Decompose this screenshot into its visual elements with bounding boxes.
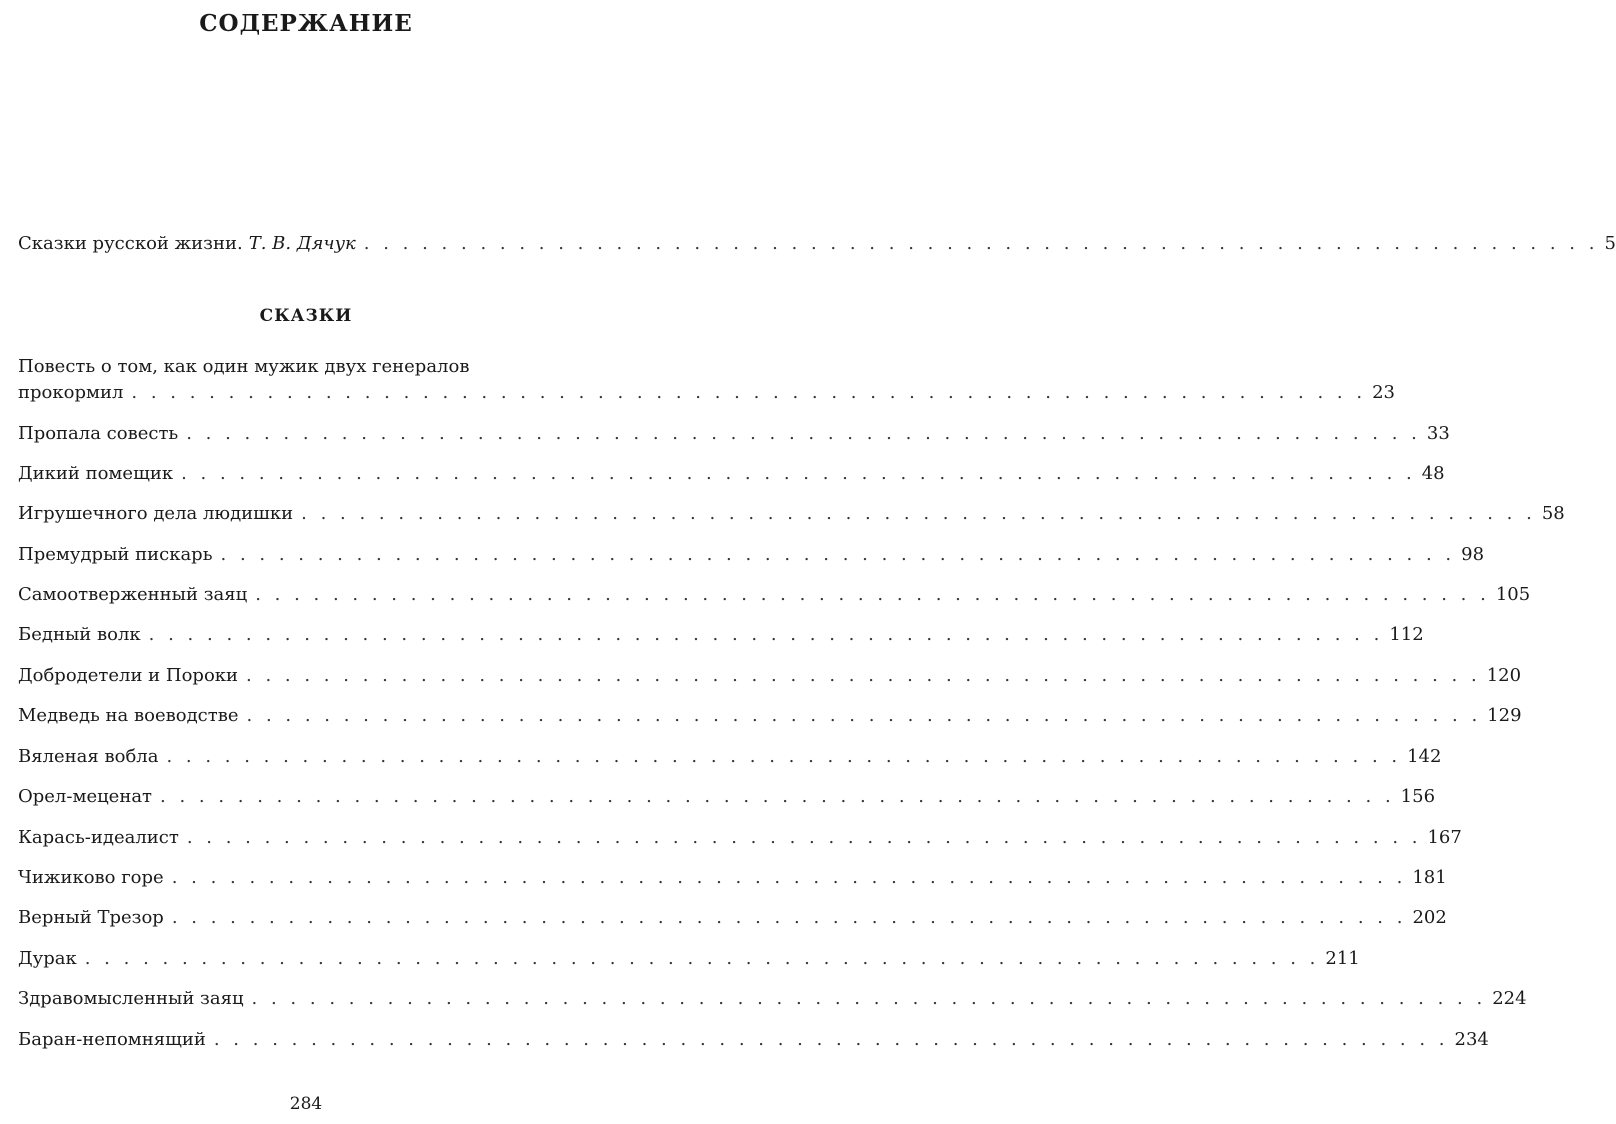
toc-entry[interactable] [18, 784, 1436, 810]
dot-leader: . . . . . . . . . . . . . . . . . . . . . . . . . . . . . . . . . . . . . . . . . . . . . . . . . . . . . . . . . . . . . . . . [246, 705, 1482, 726]
section-title: СКАЗКИ [259, 306, 353, 326]
toc-entry-label: Премудрый пискарь [18, 544, 213, 565]
dot-leader: . . . . . . . . . . . . . . . . . . . . . . . . . . . . . . . . . . . . . . . . . . . . . . . . . . . . . . . . . . . . . . . . [160, 786, 1395, 807]
toc-entry-label: прокормил [18, 382, 124, 403]
dot-leader: . . . . . . . . . . . . . . . . . . . . . . . . . . . . . . . . . . . . . . . . . . . . . . . . . . . . . . . . . . . . . . . . [301, 503, 1536, 524]
toc-entry-label: Пропала совесть [18, 423, 179, 444]
dot-leader: . . . . . . . . . . . . . . . . . . . . . . . . . . . . . . . . . . . . . . . . . . . . . . . . . . . . . . . . . . . . . . . . [186, 827, 1422, 848]
toc-entry-page: 129 [1487, 705, 1522, 726]
toc-entry-label: Медведь на воеводстве [18, 705, 239, 726]
dot-leader: . . . . . . . . . . . . . . . . . . . . . . . . . . . . . . . . . . . . . . . . . . . . . . . . . . . . . . . . . . . . . . . . [171, 867, 1407, 888]
toc-entry[interactable] [18, 582, 1531, 608]
toc-entry-page: 211 [1325, 948, 1360, 969]
toc-entry-page: 120 [1486, 665, 1522, 686]
toc-entry-label: Самоотверженный заяц [18, 584, 248, 605]
toc-entry[interactable] [18, 986, 1527, 1012]
toc-entry-intro[interactable] [18, 231, 1616, 257]
dot-leader: . . . . . . . . . . . . . . . . . . . . . . . . . . . . . . . . . . . . . . . . . . . . . . . . . . . . . . . . . . . . . . . . [171, 907, 1407, 928]
toc-entry-label: Здравомысленный заяц [18, 988, 244, 1009]
toc-entry-page: 142 [1407, 746, 1442, 767]
dot-leader: . . . . . . . . . . . . . . . . . . . . . . . . . . . . . . . . . . . . . . . . . . . . . . . . . . . . . . . . . . . . . . . . [363, 233, 1599, 254]
toc-entry-page: 33 [1426, 423, 1450, 444]
toc-entry-label: Чижиково горе [18, 867, 164, 888]
toc-entry[interactable] [18, 501, 1565, 527]
toc-entry-page: 105 [1495, 584, 1531, 605]
dot-leader: . . . . . . . . . . . . . . . . . . . . . . . . . . . . . . . . . . . . . . . . . . . . . . . . . . . . . . . . . . . . . . . . [84, 948, 1320, 969]
toc-entry-page: 112 [1389, 624, 1424, 645]
toc-entry-page: 234 [1454, 1029, 1489, 1050]
toc-entry-page: 156 [1400, 786, 1436, 807]
toc-entry-page: 202 [1412, 907, 1447, 928]
toc-entry[interactable] [18, 380, 1395, 406]
toc-entry-label: Баран-непомнящий [18, 1029, 206, 1050]
toc-entry-page: 224 [1492, 988, 1527, 1009]
toc-entry-label: Верный Трезор [18, 907, 164, 928]
dot-leader: . . . . . . . . . . . . . . . . . . . . . . . . . . . . . . . . . . . . . . . . . . . . . . . . . . . . . . . . . . . . . . . . [251, 988, 1487, 1009]
dot-leader: . . . . . . . . . . . . . . . . . . . . . . . . . . . . . . . . . . . . . . . . . . . . . . . . . . . . . . . . . . . . . . . . [220, 544, 1456, 565]
toc-entry-page: 98 [1461, 544, 1485, 565]
toc-entry-label: Дурак [18, 948, 77, 969]
toc-entry[interactable] [18, 461, 1445, 487]
toc-entry[interactable] [18, 703, 1522, 729]
toc-entry[interactable] [18, 663, 1522, 689]
toc-entry-page: 5 [1604, 233, 1616, 254]
toc-entry-page: 181 [1412, 867, 1447, 888]
toc-entry-label: Вяленая вобла [18, 746, 159, 767]
toc-entry-page: 48 [1421, 463, 1445, 484]
toc-entry[interactable] [18, 825, 1462, 851]
toc-entry[interactable] [18, 1027, 1489, 1053]
page-number: 284 [289, 1094, 323, 1114]
toc-entry[interactable] [18, 542, 1485, 568]
toc-entry[interactable] [18, 421, 1450, 447]
toc-entry-label: Игрушечного дела людишки [18, 503, 294, 524]
toc-entry[interactable] [18, 946, 1360, 972]
dot-leader: . . . . . . . . . . . . . . . . . . . . . . . . . . . . . . . . . . . . . . . . . . . . . . . . . . . . . . . . . . . . . . . . [166, 746, 1402, 767]
dot-leader: . . . . . . . . . . . . . . . . . . . . . . . . . . . . . . . . . . . . . . . . . . . . . . . . . . . . . . . . . . . . . . . . [255, 584, 1490, 605]
toc-entry-page: 167 [1427, 827, 1462, 848]
toc-entry-page: 23 [1372, 382, 1395, 403]
dot-leader: . . . . . . . . . . . . . . . . . . . . . . . . . . . . . . . . . . . . . . . . . . . . . . . . . . . . . . . . . . . . . . . . [181, 463, 1416, 484]
toc-entry-label: Дикий помещик [18, 463, 174, 484]
toc-entry[interactable] [18, 905, 1447, 931]
toc-entry-page: 58 [1541, 503, 1565, 524]
toc-entry-label: Орел-меценат [18, 786, 153, 807]
toc-entry-label: Сказки русской жизни. [18, 233, 243, 254]
dot-leader: . . . . . . . . . . . . . . . . . . . . . . . . . . . . . . . . . . . . . . . . . . . . . . . . . . . . . . . . . . . . . . . . [246, 665, 1481, 686]
dot-leader: . . . . . . . . . . . . . . . . . . . . . . . . . . . . . . . . . . . . . . . . . . . . . . . . . . . . . . . . . . . . . . . . [131, 382, 1367, 403]
dot-leader: . . . . . . . . . . . . . . . . . . . . . . . . . . . . . . . . . . . . . . . . . . . . . . . . . . . . . . . . . . . . . . . . [186, 423, 1421, 444]
toc-entry-label: Бедный волк [18, 624, 141, 645]
page-title: СОДЕРЖАНИЕ [199, 10, 413, 37]
toc-entry-label: Карась-идеалист [18, 827, 179, 848]
dot-leader: . . . . . . . . . . . . . . . . . . . . . . . . . . . . . . . . . . . . . . . . . . . . . . . . . . . . . . . . . . . . . . . . [213, 1029, 1449, 1050]
toc-entry-line1[interactable]: Повесть о том, как один мужик двух генералов [18, 356, 470, 377]
toc-entry[interactable] [18, 622, 1424, 648]
toc-entry[interactable] [18, 744, 1442, 770]
dot-leader: . . . . . . . . . . . . . . . . . . . . . . . . . . . . . . . . . . . . . . . . . . . . . . . . . . . . . . . . . . . . . . . . [148, 624, 1384, 645]
toc-entry-author: Т. В. Дячук [248, 233, 356, 254]
toc-entry[interactable] [18, 865, 1447, 891]
toc-entry-label: Добродетели и Пороки [18, 665, 239, 686]
